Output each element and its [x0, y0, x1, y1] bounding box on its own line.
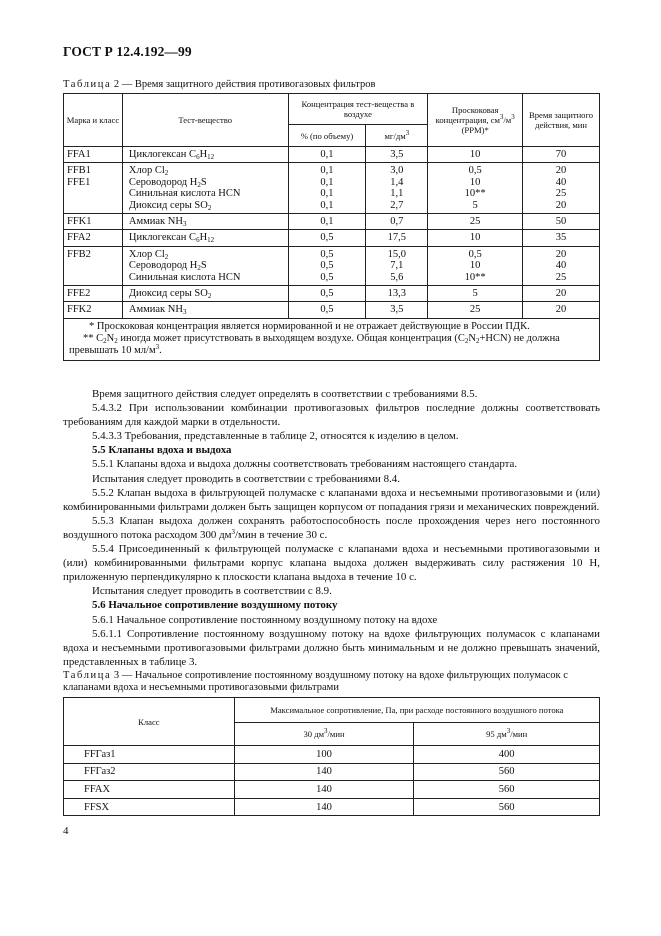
substance-text: Циклогексан C: [128, 232, 197, 244]
paragraph: 5.6.1 Начальное сопротивление постоянному воздушному потоку на вдохе: [92, 613, 438, 626]
cell-breakthrough: [428, 163, 523, 214]
cell-substance: [122, 147, 288, 163]
cell-percent: 0,1: [288, 147, 366, 163]
paragraph: [63, 514, 600, 542]
table-row: [64, 163, 600, 214]
cell-breakthrough: [428, 246, 523, 285]
section-heading: 5.5 Клапаны вдоха и выдоха: [92, 444, 232, 457]
note-text: иногда может присутствовать в выходящем воздухе. Общая концентрация (C: [117, 333, 465, 345]
th-flow-95: [414, 723, 600, 746]
substance-sub: 12: [207, 153, 215, 161]
table2-notes: [64, 318, 600, 361]
table2-caption-text: 2 — Время защитного действия противогазовых фильтров: [111, 79, 376, 90]
cell-class: FFГаз2: [64, 763, 235, 781]
substance-sub: 2: [197, 180, 201, 189]
body-text: [63, 387, 600, 669]
cell-flow-30: 140: [234, 763, 414, 781]
note-2: [69, 333, 594, 357]
value-line: 10: [469, 176, 481, 188]
substance-sub: 3: [182, 220, 187, 229]
cell-substance: [122, 286, 288, 302]
substance-line: [129, 177, 288, 188]
note-1: * Проскоковая концентрация является нормированной и не отражает действующие в России ПДК.: [89, 320, 530, 332]
note-text: +HCN) не должна превышать 10 мл/м: [69, 333, 560, 357]
cell-mg: 3,5: [366, 147, 428, 163]
substance-text: H: [199, 232, 208, 244]
table-row: [64, 246, 600, 285]
substance-text: Аммиак NH: [128, 304, 183, 316]
substance-sub: 2: [197, 264, 201, 273]
substance-line: Синильная кислота HCN: [128, 271, 241, 283]
value-line: 2,7: [390, 199, 404, 211]
th-mg-text: мг/дм: [384, 130, 406, 141]
paragraph: 5.5.1 Клапаны вдоха и выдоха должны соответствовать требованиям настоящего стандарта.: [92, 458, 518, 471]
value-line: 0,1: [320, 199, 334, 211]
th-mark: Марка и класс: [64, 94, 123, 147]
paragraph: 5.5.4 Присоединенный к фильтрующей полумаске с клапанами вдоха и несъемными противогазовыми и (или) комбинированными фильтрами корпус клапана выдоха должен выдерживать силу растяжения 10 Н, приложенную перпендикулярно к плоскости клапана выдоха в течение 10 с.: [63, 543, 600, 584]
note-text: ** C: [83, 333, 104, 345]
cell-substance: [122, 163, 288, 214]
value-line: 0,1: [320, 165, 334, 177]
substance-sub: 2: [164, 169, 169, 178]
paragraph-text: 5.5.3 Клапан выдоха должен сохранять работоспособность после прохождения через него постоянного воздушного потока расходом 300 дм: [63, 514, 600, 541]
table-row: [64, 302, 600, 318]
value-line: 15,0: [387, 248, 406, 260]
value-line: 1,1: [390, 188, 404, 200]
table-2: [63, 93, 600, 361]
th-flow-30-unit: /мин: [327, 729, 345, 739]
table-row: [64, 798, 600, 816]
substance-text: S: [200, 260, 207, 272]
substance-text: Хлор Cl: [128, 248, 165, 260]
th-mg: [366, 125, 428, 147]
value-line: 25: [555, 188, 567, 200]
th-breakthrough-text-a: Проскоковая концентрация, см: [435, 105, 500, 125]
note-text: N: [106, 333, 115, 345]
th-breakthrough-text-b: /м: [503, 115, 512, 125]
paragraph-text: /мин в течение 30 с.: [235, 528, 328, 541]
substance-sub: 12: [207, 236, 215, 245]
cell-flow-95: 560: [414, 781, 600, 799]
table-row: [64, 781, 600, 799]
note-sub: 2: [114, 337, 118, 346]
paragraph-sup: 3: [231, 527, 236, 536]
table-row: [64, 763, 600, 781]
cell-percent: 0,5: [288, 302, 366, 318]
paragraph: 5.4.3.3 Требования, представленные в таблице 2, относятся к изделию в целом.: [92, 430, 459, 443]
cell-class: FFSX: [64, 798, 235, 816]
cell-breakthrough: 5: [428, 286, 523, 302]
value-line: 40: [555, 260, 567, 272]
value-line: 0,5: [468, 248, 482, 260]
cell-time: [523, 163, 600, 214]
th-flow-30-sup: 3: [324, 727, 328, 735]
cell-mark: FFA2: [64, 230, 123, 246]
mark-line: FFE1: [67, 176, 91, 188]
substance-text: Аммиак NH: [128, 216, 183, 228]
th-max-resistance: Максимальное сопротивление, Па, при расходе постоянного воздушного потока: [234, 698, 599, 723]
cell-percent: 0,5: [288, 286, 366, 302]
th-percent: % (по объему): [288, 125, 366, 147]
substance-text: Хлор Cl: [128, 165, 165, 177]
cell-mg: 13,3: [366, 286, 428, 302]
value-line: 0,5: [320, 260, 334, 272]
cell-percent: 0,1: [288, 214, 366, 230]
cell-mark: FFK2: [64, 302, 123, 318]
table-notes-row: [64, 318, 600, 361]
value-line: 10**: [464, 271, 486, 283]
mark-line: FFB1: [67, 165, 91, 177]
th-breakthrough-sup-2: 3: [511, 113, 515, 121]
cell-mg: [366, 246, 428, 285]
cell-substance: [122, 246, 288, 285]
page-number: 4: [63, 825, 69, 837]
cell-breakthrough: 10: [428, 147, 523, 163]
cell-substance: [122, 302, 288, 318]
table-3: [63, 697, 600, 816]
th-time: Время защитного действия, мин: [523, 94, 600, 147]
paragraph: 5.6.1.1 Сопротивление постоянному воздушному потоку на вдохе фильтрующих полумасок с клапанами вдоха и несъемными противогазовыми фильтрами должно быть минимальным и не должно превышать значений, представленных в таблице 3.: [63, 627, 600, 668]
section-heading: 5.6 Начальное сопротивление воздушному потоку: [92, 599, 338, 612]
table-row: [64, 147, 600, 163]
cell-time: 50: [523, 214, 600, 230]
paragraph: 5.4.3.2 При использовании комбинации противогазовых фильтров последние должны соответствовать требованиям для каждой марки в отдельности.: [63, 402, 600, 429]
cell-mg: 3,5: [366, 302, 428, 318]
value-line: 20: [555, 248, 567, 260]
th-flow-95-unit: /мин: [510, 729, 528, 739]
value-line: 5: [472, 199, 478, 211]
cell-substance: [122, 230, 288, 246]
cell-substance: [122, 214, 288, 230]
cell-breakthrough: 10: [428, 230, 523, 246]
note-sub: 2: [476, 337, 480, 346]
cell-time: 20: [523, 286, 600, 302]
substance-sub: 6: [196, 236, 200, 245]
table3-caption-word: Таблица: [63, 670, 112, 681]
cell-mg: 0,7: [366, 214, 428, 230]
value-line: 0,1: [320, 176, 334, 188]
cell-percent: 0,5: [288, 230, 366, 246]
cell-class: FFГаз1: [64, 746, 235, 764]
cell-time: 70: [523, 147, 600, 163]
substance-sub: 3: [182, 308, 187, 317]
cell-flow-30: 140: [234, 798, 414, 816]
th-flow-30-text: 30 дм: [303, 729, 325, 739]
note-text: N: [468, 333, 476, 345]
cell-class: FFAX: [64, 781, 235, 799]
value-line: 5,6: [390, 271, 404, 283]
paragraph: 5.5.2 Клапан выдоха в фильтрующей полумаске с клапанами вдоха и несъемными противогазовыми и (или) комбинированными фильтрами должен быть защищен корпусом от попадания грязи и механических повреждений.: [63, 486, 600, 513]
substance-line: Синильная кислота HCN: [128, 188, 241, 200]
cell-percent: [288, 246, 366, 285]
substance-text: Сероводород H: [128, 260, 198, 272]
value-line: 10**: [464, 188, 486, 200]
table2-caption: [63, 79, 375, 91]
value-line: 20: [555, 199, 567, 211]
value-line: 20: [555, 165, 567, 177]
substance-text: Диоксид серы SO: [128, 199, 208, 211]
document-header: ГОСТ Р 12.4.192—99: [63, 44, 192, 59]
substance-sub: 2: [207, 203, 212, 212]
cell-breakthrough: 25: [428, 214, 523, 230]
value-line: 40: [555, 176, 567, 188]
substance-text: Диоксид серы SO: [128, 288, 208, 300]
cell-time: 20: [523, 302, 600, 318]
cell-percent: [288, 163, 366, 214]
note-text: .: [159, 345, 162, 357]
paragraph: Испытания следует проводить в соответствии с требованиями 8.4.: [92, 472, 400, 485]
substance-text: Сероводород H: [128, 176, 198, 188]
th-breakthrough-sup-1: 3: [499, 113, 504, 121]
table3-caption-text: 3 — Начальное сопротивление постоянному воздушному потоку на вдохе фильтрующих полумасок с клапанами вдоха и несъемными противогазовыми фильтрами: [63, 670, 568, 693]
substance-text: Циклогексан C: [128, 149, 197, 160]
cell-time: 35: [523, 230, 600, 246]
cell-breakthrough: 25: [428, 302, 523, 318]
cell-flow-95: 560: [414, 763, 600, 781]
note-sup: 3: [155, 343, 160, 352]
th-breakthrough: [428, 94, 523, 147]
cell-time: [523, 246, 600, 285]
substance-line: [129, 165, 288, 176]
note-sub: 2: [464, 337, 469, 346]
cell-mark: [64, 163, 123, 214]
table2-caption-word: Таблица: [63, 79, 112, 90]
th-flow-30: [234, 723, 414, 746]
th-concentration: Концентрация тест-вещества в воздухе: [288, 94, 428, 125]
cell-flow-30: 140: [234, 781, 414, 799]
cell-mark: FFB2: [64, 246, 123, 285]
value-line: 1,4: [390, 176, 404, 188]
cell-mg: 17,5: [366, 230, 428, 246]
value-line: 7,1: [390, 260, 404, 272]
value-line: 0,1: [320, 188, 334, 200]
substance-line: [129, 200, 288, 211]
table-row: [64, 214, 600, 230]
th-mg-sup: 3: [405, 128, 410, 137]
value-line: 0,5: [320, 248, 334, 260]
substance-line: [129, 260, 288, 271]
cell-mark: FFA1: [64, 147, 123, 163]
th-test: Тест-вещество: [122, 94, 288, 147]
value-line: 0,5: [320, 271, 334, 283]
substance-text: H: [199, 149, 208, 160]
cell-mark: FFE2: [64, 286, 123, 302]
table-row: [64, 230, 600, 246]
substance-line: [129, 249, 288, 260]
value-line: 25: [555, 271, 567, 283]
cell-mg: [366, 163, 428, 214]
substance-sub: 2: [164, 252, 169, 261]
value-line: 0,5: [468, 165, 482, 177]
value-line: 10: [469, 260, 481, 272]
table-row: [64, 746, 600, 764]
table-row: [64, 286, 600, 302]
cell-mark: FFK1: [64, 214, 123, 230]
th-breakthrough-text-c: (PPM)*: [461, 125, 489, 135]
paragraph: Время защитного действия следует определять в соответствии с требованиями 8.5.: [92, 388, 478, 400]
cell-flow-95: 400: [414, 746, 600, 764]
th-flow-95-text: 95 дм: [486, 729, 507, 739]
th-flow-95-sup: 3: [506, 727, 511, 735]
table3-caption: [63, 670, 600, 694]
paragraph: Испытания следует проводить в соответствии с 8.9.: [92, 585, 332, 598]
substance-sub: 2: [207, 292, 212, 301]
note-sub: 2: [103, 337, 107, 346]
substance-sub: 6: [196, 153, 200, 161]
cell-flow-95: 560: [414, 798, 600, 816]
value-line: 3,0: [390, 165, 404, 177]
substance-text: S: [200, 176, 207, 188]
th-class: Класс: [64, 698, 235, 746]
cell-flow-30: 100: [234, 746, 414, 764]
